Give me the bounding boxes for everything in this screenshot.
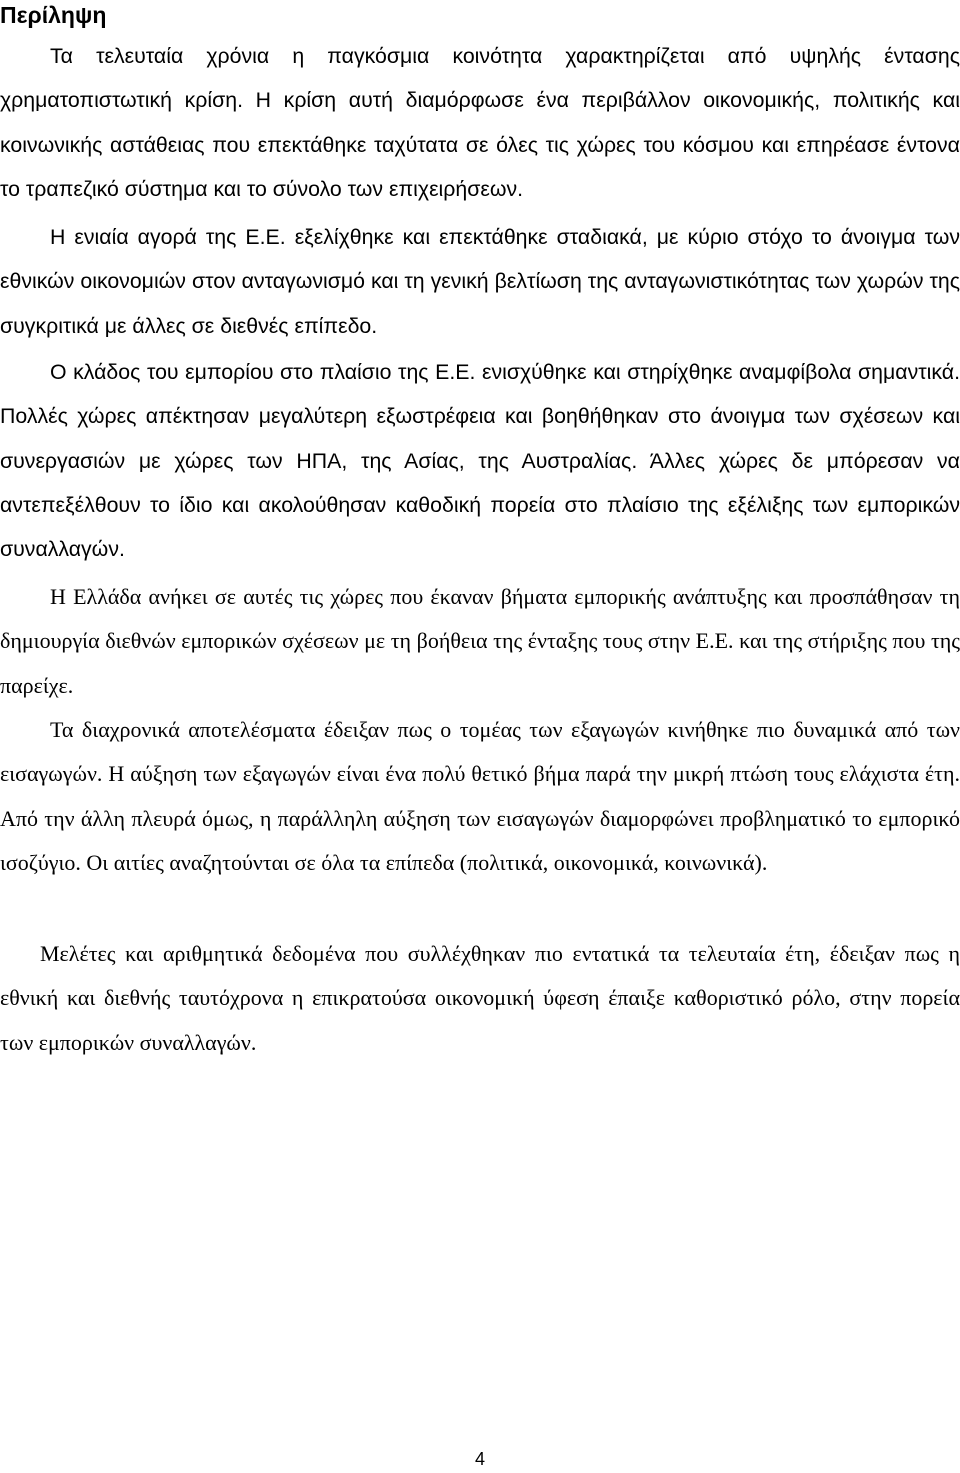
- section-heading: Περίληψη: [0, 2, 107, 28]
- paragraph-single-market: Η ενιαία αγορά της Ε.Ε. εξελίχθηκε και επεκτάθηκε σταδιακά, με κύριο στόχο το άνοιγμα των εθνικών οικονομιών στον ανταγωνισμό και τη γενική βελτίωση της ανταγωνιστικότητας των χωρών της συγκριτικά με άλλες σε διεθνές επίπεδο.: [0, 225, 960, 338]
- paragraph-studies: Μελέτες και αριθμητικά δεδομένα που συλλέχθηκαν πιο εντατικά τα τελευταία έτη, έδειξαν πως η εθνική και διεθνής ταυτόχρονα η επικρατούσα οικονομική ύφεση έπαιξε καθοριστικό ρόλο, στην πορεία των εμπορικών συναλλαγών.: [0, 941, 960, 1055]
- paragraph-crisis: Τα τελευταία χρόνια η παγκόσμια κοινότητα χαρακτηρίζεται από υψηλής έντασης χρηματοπιστωτική κρίση. Η κρίση αυτή διαμόρφωσε ένα περιβάλλον οικονομικής, πολιτικής και κοινωνικής αστάθειας που επεκτάθηκε ταχύτατα σε όλες τις χώρες του κόσμου και επηρέασε έντονα το τραπεζικό σύστημα και το σύνολο των επιχειρήσεων.: [0, 44, 960, 201]
- paragraph-greece: Η Ελλάδα ανήκει σε αυτές τις χώρες που έκαναν βήματα εμπορικής ανάπτυξης και προσπάθησαν τη δημιουργία διεθνών εμπορικών σχέσεων με τη βοήθεια της ένταξης τους στην Ε.Ε. και της στήριξης που της παρείχε.: [0, 584, 960, 698]
- page-number: 4: [474, 1449, 485, 1469]
- paragraph-results: Τα διαχρονικά αποτελέσματα έδειξαν πως ο τομέας των εξαγωγών κινήθηκε πιο δυναμικά από των εισαγωγών. Η αύξηση των εξαγωγών είναι ένα πολύ θετικό βήμα παρά την μικρή πτώση τους ελάχιστα έτη. Από την άλλη πλευρά όμως, η παράλληλη αύξηση των εισαγωγών διαμορφώνει προβληματικό το εμπορικό ισοζύγιο. Οι αιτίες αναζητούνται σε όλα τα επίπεδα (πολιτικά, οικονομικά, κοινωνικά).: [0, 717, 960, 875]
- paragraph-trade-sector: Ο κλάδος του εμπορίου στο πλαίσιο της Ε.Ε. ενισχύθηκε και στηρίχθηκε αναμφίβολα σημαντικά. Πολλές χώρες απέκτησαν μεγαλύτερη εξωστρέφεια και βοηθήθηκαν στο άνοιγμα των σχέσεων και συνεργασιών με χώρες των ΗΠΑ, της Ασίας, της Αυστραλίας. Άλλες χώρες δε μπόρεσαν να αντεπεξέλθουν το ίδιο και ακολούθησαν καθοδική πορεία στο πλαίσιο της εξέλιξης των εμπορικών συναλλαγών.: [0, 360, 960, 562]
